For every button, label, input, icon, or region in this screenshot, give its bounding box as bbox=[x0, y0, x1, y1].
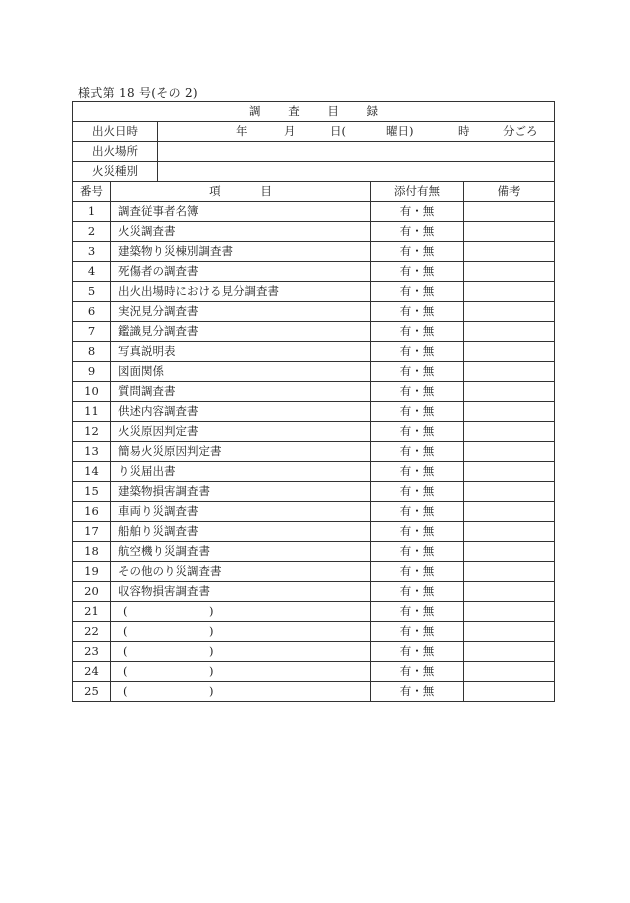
paren-close: ) bbox=[209, 684, 214, 698]
row-remarks[interactable] bbox=[464, 222, 555, 242]
table-row bbox=[73, 302, 555, 322]
row-item: 図面関係 bbox=[111, 362, 371, 382]
row-attached[interactable]: 有・無 bbox=[371, 682, 464, 702]
table-row bbox=[73, 462, 555, 482]
row-number: 7 bbox=[73, 322, 111, 342]
row-number: 2 bbox=[73, 222, 111, 242]
table-row bbox=[73, 582, 555, 602]
table-row bbox=[73, 362, 555, 382]
row-attached[interactable]: 有・無 bbox=[371, 382, 464, 402]
row-attached[interactable]: 有・無 bbox=[371, 582, 464, 602]
table-row bbox=[73, 242, 555, 262]
row-number: 8 bbox=[73, 342, 111, 362]
paren-open: ( bbox=[123, 624, 128, 638]
table-title: 調 査 目 録 bbox=[73, 102, 555, 122]
row-number: 16 bbox=[73, 502, 111, 522]
row-item: 車両り災調査書 bbox=[111, 502, 371, 522]
row-remarks[interactable] bbox=[464, 302, 555, 322]
row-number: 3 bbox=[73, 242, 111, 262]
row-remarks[interactable] bbox=[464, 542, 555, 562]
day-unit: 日( bbox=[330, 124, 346, 138]
row-remarks[interactable] bbox=[464, 602, 555, 622]
row-attached[interactable]: 有・無 bbox=[371, 362, 464, 382]
row-attached[interactable]: 有・無 bbox=[371, 262, 464, 282]
header-number: 番号 bbox=[73, 182, 111, 202]
row-remarks[interactable] bbox=[464, 382, 555, 402]
row-remarks[interactable] bbox=[464, 622, 555, 642]
table-row bbox=[73, 662, 555, 682]
row-attached[interactable]: 有・無 bbox=[371, 522, 464, 542]
table-row bbox=[73, 262, 555, 282]
row-item: 実況見分調査書 bbox=[111, 302, 371, 322]
paren-open: ( bbox=[123, 684, 128, 698]
header-item: 項 目 bbox=[111, 182, 371, 202]
table-row bbox=[73, 282, 555, 302]
row-number: 5 bbox=[73, 282, 111, 302]
month-unit: 月 bbox=[284, 124, 296, 138]
row-item: 出火出場時における見分調査書 bbox=[111, 282, 371, 302]
header-row bbox=[73, 182, 555, 202]
row-remarks[interactable] bbox=[464, 582, 555, 602]
row-attached[interactable]: 有・無 bbox=[371, 302, 464, 322]
row-attached[interactable]: 有・無 bbox=[371, 202, 464, 222]
row-remarks[interactable] bbox=[464, 422, 555, 442]
row-attached[interactable]: 有・無 bbox=[371, 602, 464, 622]
row-number: 10 bbox=[73, 382, 111, 402]
table-row bbox=[73, 522, 555, 542]
row-number: 1 bbox=[73, 202, 111, 222]
table-row bbox=[73, 322, 555, 342]
fire-type-row bbox=[73, 162, 555, 182]
table-row bbox=[73, 622, 555, 642]
paren-close: ) bbox=[209, 664, 214, 678]
row-item-blank[interactable] bbox=[111, 622, 371, 642]
row-number: 19 bbox=[73, 562, 111, 582]
row-item: 火災原因判定書 bbox=[111, 422, 371, 442]
row-item: 供述内容調査書 bbox=[111, 402, 371, 422]
row-item-blank[interactable] bbox=[111, 642, 371, 662]
table-row bbox=[73, 402, 555, 422]
row-attached[interactable]: 有・無 bbox=[371, 662, 464, 682]
row-remarks[interactable] bbox=[464, 522, 555, 542]
table-row bbox=[73, 342, 555, 362]
table-row bbox=[73, 542, 555, 562]
row-attached[interactable]: 有・無 bbox=[371, 282, 464, 302]
paren-close: ) bbox=[209, 624, 214, 638]
row-number: 23 bbox=[73, 642, 111, 662]
fire-place-row bbox=[73, 142, 555, 162]
paren-open: ( bbox=[123, 664, 128, 678]
row-item: 写真説明表 bbox=[111, 342, 371, 362]
row-number: 6 bbox=[73, 302, 111, 322]
row-number: 4 bbox=[73, 262, 111, 282]
row-number: 17 bbox=[73, 522, 111, 542]
row-item: 質問調査書 bbox=[111, 382, 371, 402]
table-row bbox=[73, 422, 555, 442]
row-number: 11 bbox=[73, 402, 111, 422]
row-item: 調査従事者名簿 bbox=[111, 202, 371, 222]
row-remarks[interactable] bbox=[464, 322, 555, 342]
row-number: 20 bbox=[73, 582, 111, 602]
row-attached[interactable]: 有・無 bbox=[371, 482, 464, 502]
row-remarks[interactable] bbox=[464, 202, 555, 222]
fire-place-label: 出火場所 bbox=[73, 142, 158, 162]
table-row bbox=[73, 642, 555, 662]
hour-unit: 時 bbox=[458, 124, 470, 138]
row-number: 21 bbox=[73, 602, 111, 622]
table-row bbox=[73, 222, 555, 242]
row-remarks[interactable] bbox=[464, 502, 555, 522]
row-remarks[interactable] bbox=[464, 242, 555, 262]
table-row bbox=[73, 602, 555, 622]
row-remarks[interactable] bbox=[464, 362, 555, 382]
fire-datetime-label: 出火日時 bbox=[73, 122, 158, 142]
row-item: 簡易火災原因判定書 bbox=[111, 442, 371, 462]
row-remarks[interactable] bbox=[464, 262, 555, 282]
row-attached[interactable]: 有・無 bbox=[371, 442, 464, 462]
row-number: 25 bbox=[73, 682, 111, 702]
table-row bbox=[73, 562, 555, 582]
row-remarks[interactable] bbox=[464, 402, 555, 422]
minute-unit: 分ごろ bbox=[503, 124, 538, 138]
row-number: 24 bbox=[73, 662, 111, 682]
row-number: 22 bbox=[73, 622, 111, 642]
fire-place-field[interactable] bbox=[158, 142, 555, 162]
row-remarks[interactable] bbox=[464, 662, 555, 682]
row-attached[interactable]: 有・無 bbox=[371, 342, 464, 362]
row-item: 建築物損害調査書 bbox=[111, 482, 371, 502]
row-remarks[interactable] bbox=[464, 442, 555, 462]
table-row bbox=[73, 482, 555, 502]
row-attached[interactable]: 有・無 bbox=[371, 322, 464, 342]
row-remarks[interactable] bbox=[464, 682, 555, 702]
row-attached[interactable]: 有・無 bbox=[371, 462, 464, 482]
survey-table bbox=[72, 101, 555, 702]
row-number: 13 bbox=[73, 442, 111, 462]
row-attached[interactable]: 有・無 bbox=[371, 622, 464, 642]
row-number: 14 bbox=[73, 462, 111, 482]
table-row bbox=[73, 502, 555, 522]
row-item: 収容物損害調査書 bbox=[111, 582, 371, 602]
row-attached[interactable]: 有・無 bbox=[371, 422, 464, 442]
row-item: 死傷者の調査書 bbox=[111, 262, 371, 282]
row-remarks[interactable] bbox=[464, 562, 555, 582]
row-remarks[interactable] bbox=[464, 642, 555, 662]
row-attached[interactable]: 有・無 bbox=[371, 562, 464, 582]
paren-close: ) bbox=[209, 644, 214, 658]
row-item: り災届出書 bbox=[111, 462, 371, 482]
paren-close: ) bbox=[209, 604, 214, 618]
row-item: 火災調査書 bbox=[111, 222, 371, 242]
title-row bbox=[73, 102, 555, 122]
row-item: 船舶り災調査書 bbox=[111, 522, 371, 542]
row-attached[interactable]: 有・無 bbox=[371, 402, 464, 422]
paren-open: ( bbox=[123, 604, 128, 618]
row-remarks[interactable] bbox=[464, 462, 555, 482]
paren-open: ( bbox=[123, 644, 128, 658]
row-remarks[interactable] bbox=[464, 482, 555, 502]
row-item: 建築物り災棟別調査書 bbox=[111, 242, 371, 262]
row-attached[interactable]: 有・無 bbox=[371, 242, 464, 262]
fire-type-field[interactable] bbox=[158, 162, 555, 182]
row-number: 9 bbox=[73, 362, 111, 382]
table-row bbox=[73, 682, 555, 702]
table-row bbox=[73, 442, 555, 462]
table-row bbox=[73, 202, 555, 222]
form-number: 様式第 18 号(その 2) bbox=[78, 86, 198, 100]
row-item-blank[interactable] bbox=[111, 602, 371, 622]
table-row bbox=[73, 382, 555, 402]
row-item: その他のり災調査書 bbox=[111, 562, 371, 582]
row-item: 鑑識見分調査書 bbox=[111, 322, 371, 342]
weekday-unit: 曜日) bbox=[386, 124, 414, 138]
row-number: 15 bbox=[73, 482, 111, 502]
year-unit: 年 bbox=[236, 124, 248, 138]
row-item: 航空機り災調査書 bbox=[111, 542, 371, 562]
fire-datetime-row bbox=[73, 122, 555, 142]
header-attached: 添付有無 bbox=[371, 182, 464, 202]
row-remarks[interactable] bbox=[464, 282, 555, 302]
row-attached[interactable]: 有・無 bbox=[371, 222, 464, 242]
row-item-blank[interactable] bbox=[111, 682, 371, 702]
row-attached[interactable]: 有・無 bbox=[371, 642, 464, 662]
row-number: 18 bbox=[73, 542, 111, 562]
fire-datetime-field[interactable] bbox=[158, 122, 555, 142]
row-attached[interactable]: 有・無 bbox=[371, 542, 464, 562]
row-number: 12 bbox=[73, 422, 111, 442]
row-item-blank[interactable] bbox=[111, 662, 371, 682]
row-attached[interactable]: 有・無 bbox=[371, 502, 464, 522]
row-remarks[interactable] bbox=[464, 342, 555, 362]
fire-type-label: 火災種別 bbox=[73, 162, 158, 182]
header-remarks: 備考 bbox=[464, 182, 555, 202]
